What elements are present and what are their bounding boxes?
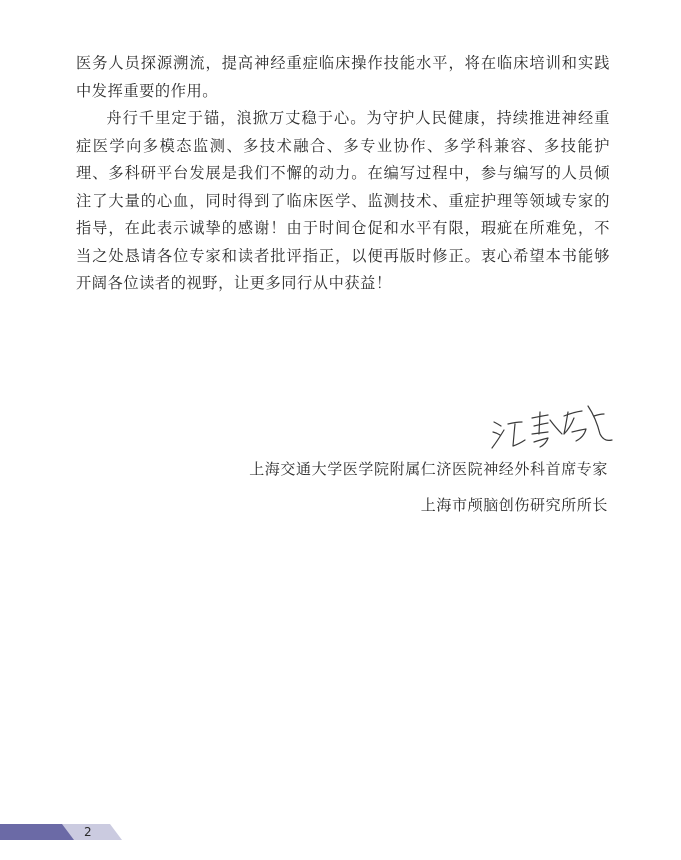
paragraph-continued: 医务人员探源溯流，提高神经重症临床操作技能水平，将在临床培训和实践中发挥重要的作用。 — [76, 54, 610, 100]
page-number: 2 — [84, 825, 92, 839]
body-text — [76, 50, 610, 298]
footer-accent-bar — [0, 824, 122, 840]
handwritten-signature — [488, 398, 618, 454]
author-position: 上海市颅脑创伤研究所所长 — [420, 496, 608, 514]
paragraph-closing: 舟行千里定于锚，浪掀万丈稳于心。为守护人民健康，持续推进神经重症医学向多模态监测、多技术融合、多专业协作、多学科兼容、多技能护理、多科研平台发展是我们不懈的动力。在编写过程中，参与编写的人员倾注了大量的心血，同时得到了临床医学、监测技术、重症护理等领域专家的指导，在此表示诚挚的感谢！由于时间仓促和水平有限，瑕疵在所难免，不当之处恳请各位专家和读者批评指正，以便再版时修正。衷心希望本书能够开阔各位读者的视野，让更多同行从中获益！ — [76, 109, 610, 292]
author-affiliation: 上海交通大学医学院附属仁济医院神经外科首席专家 — [249, 460, 608, 478]
